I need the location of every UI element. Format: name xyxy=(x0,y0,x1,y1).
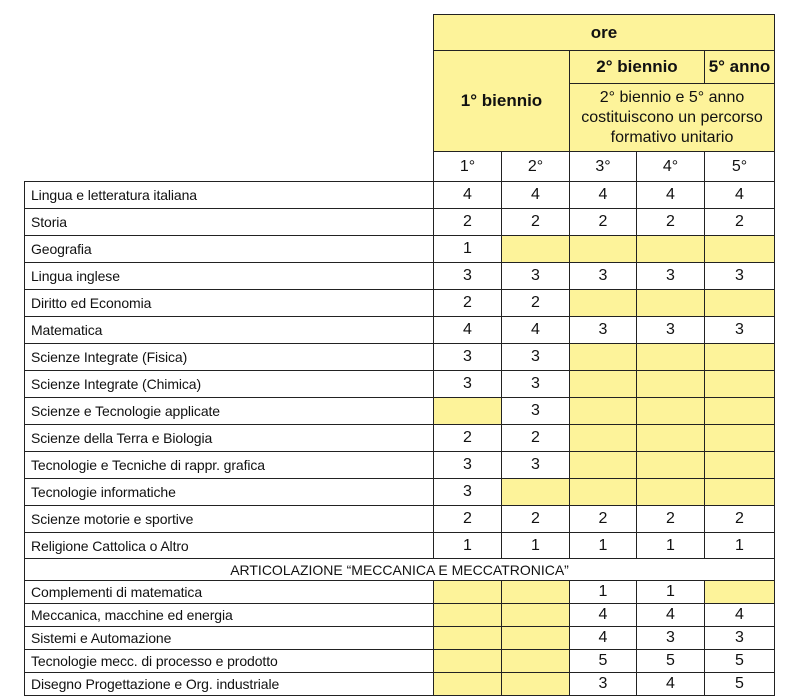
subject-name: Storia xyxy=(25,209,434,236)
hours-cell: 3 xyxy=(705,627,775,650)
subject-name: Sistemi e Automazione xyxy=(25,627,434,650)
empty-hours-cell xyxy=(637,479,705,506)
empty-hours-cell xyxy=(434,581,502,604)
hours-cell: 4 xyxy=(570,182,637,209)
empty-hours-cell xyxy=(705,236,775,263)
empty-hours-cell xyxy=(637,290,705,317)
empty-hours-cell xyxy=(637,425,705,452)
percorso-description: 2° biennio e 5° anno costituiscono un percorso formativo unitario xyxy=(570,84,775,152)
subject-name: Tecnologie mecc. di processo e prodotto xyxy=(25,650,434,673)
empty-hours-cell xyxy=(502,673,570,696)
subject-name: Disegno Progettazione e Org. industriale xyxy=(25,673,434,696)
hours-cell: 4 xyxy=(570,604,637,627)
hours-cell: 2 xyxy=(502,290,570,317)
empty-hours-cell xyxy=(502,479,570,506)
table-row xyxy=(25,479,775,506)
hours-cell: 3 xyxy=(502,371,570,398)
hours-cell: 3 xyxy=(637,627,705,650)
empty-hours-cell xyxy=(502,236,570,263)
hours-cell: 1 xyxy=(705,533,775,559)
hours-cell: 2 xyxy=(502,425,570,452)
table-row xyxy=(25,263,775,290)
table-row xyxy=(25,236,775,263)
subject-name: Complementi di matematica xyxy=(25,581,434,604)
hours-cell: 3 xyxy=(434,479,502,506)
hours-cell: 2 xyxy=(570,209,637,236)
empty-hours-cell xyxy=(637,371,705,398)
empty-hours-cell xyxy=(434,627,502,650)
table-row xyxy=(25,182,775,209)
hours-cell: 4 xyxy=(705,604,775,627)
empty-hours-cell xyxy=(637,236,705,263)
subject-name: Lingua inglese xyxy=(25,263,434,290)
subject-name: Tecnologie informatiche xyxy=(25,479,434,506)
hours-cell: 3 xyxy=(637,263,705,290)
hours-cell: 1 xyxy=(637,581,705,604)
empty-hours-cell xyxy=(570,344,637,371)
table-row xyxy=(25,533,775,559)
hours-cell: 3 xyxy=(434,452,502,479)
hours-cell: 1 xyxy=(570,533,637,559)
hours-cell: 5 xyxy=(705,673,775,696)
empty-hours-cell xyxy=(502,627,570,650)
table-row xyxy=(25,627,775,650)
hours-cell: 5 xyxy=(637,650,705,673)
hours-cell: 2 xyxy=(637,209,705,236)
section-title: ARTICOLAZIONE “MECCANICA E MECCATRONICA” xyxy=(25,559,775,581)
empty-hours-cell xyxy=(434,650,502,673)
hours-cell: 4 xyxy=(502,182,570,209)
subject-name: Tecnologie e Tecniche di rappr. grafica xyxy=(25,452,434,479)
empty-hours-cell xyxy=(637,452,705,479)
hours-cell: 3 xyxy=(705,263,775,290)
hours-cell: 1 xyxy=(637,533,705,559)
hours-cell: 3 xyxy=(434,371,502,398)
empty-hours-cell xyxy=(570,479,637,506)
table-row xyxy=(25,673,775,696)
table-row xyxy=(25,290,775,317)
table-row xyxy=(25,425,775,452)
empty-hours-cell xyxy=(570,236,637,263)
hours-cell: 4 xyxy=(502,317,570,344)
empty-hours-cell xyxy=(570,425,637,452)
empty-hours-cell xyxy=(637,344,705,371)
hours-cell: 3 xyxy=(570,673,637,696)
empty-hours-cell xyxy=(570,371,637,398)
hours-cell: 4 xyxy=(434,182,502,209)
empty-hours-cell xyxy=(434,673,502,696)
subject-name: Matematica xyxy=(25,317,434,344)
hours-cell: 2 xyxy=(637,506,705,533)
subject-name: Religione Cattolica o Altro xyxy=(25,533,434,559)
hours-cell: 2 xyxy=(502,209,570,236)
hours-cell: 3 xyxy=(637,317,705,344)
hours-cell: 2 xyxy=(434,290,502,317)
hours-cell: 4 xyxy=(637,604,705,627)
hours-cell: 1 xyxy=(434,533,502,559)
empty-hours-cell xyxy=(705,425,775,452)
hours-cell: 5 xyxy=(705,650,775,673)
empty-hours-cell xyxy=(502,581,570,604)
subject-name: Scienze e Tecnologie applicate xyxy=(25,398,434,425)
empty-hours-cell xyxy=(705,398,775,425)
empty-hours-cell xyxy=(570,290,637,317)
quinto-anno-header: 5° anno xyxy=(705,51,775,84)
hours-cell: 4 xyxy=(705,182,775,209)
subject-name: Scienze Integrate (Fisica) xyxy=(25,344,434,371)
empty-hours-cell xyxy=(705,479,775,506)
table-row xyxy=(25,650,775,673)
empty-hours-cell xyxy=(705,452,775,479)
hours-cell: 1 xyxy=(434,236,502,263)
primo-biennio-header: 1° biennio xyxy=(434,51,570,152)
hours-cell: 3 xyxy=(434,263,502,290)
hours-cell: 2 xyxy=(570,506,637,533)
hours-cell: 4 xyxy=(637,673,705,696)
hours-cell: 3 xyxy=(502,398,570,425)
subject-name: Meccanica, macchine ed energia xyxy=(25,604,434,627)
subject-name: Geografia xyxy=(25,236,434,263)
table-row xyxy=(25,317,775,344)
empty-hours-cell xyxy=(705,581,775,604)
table-row xyxy=(25,209,775,236)
table-row xyxy=(25,506,775,533)
hours-cell: 2 xyxy=(434,209,502,236)
hours-cell: 4 xyxy=(570,627,637,650)
year-2-header: 2° xyxy=(502,152,570,182)
empty-hours-cell xyxy=(502,650,570,673)
empty-hours-cell xyxy=(570,452,637,479)
year-1-header: 1° xyxy=(434,152,502,182)
hours-cell: 2 xyxy=(434,506,502,533)
hours-cell: 3 xyxy=(570,317,637,344)
hours-cell: 3 xyxy=(434,344,502,371)
table-row xyxy=(25,581,775,604)
hours-cell: 3 xyxy=(502,452,570,479)
header-blank xyxy=(25,15,434,182)
year-4-header: 4° xyxy=(637,152,705,182)
secondo-biennio-header: 2° biennio xyxy=(570,51,705,84)
section-row xyxy=(25,559,775,581)
hours-cell: 2 xyxy=(502,506,570,533)
empty-hours-cell xyxy=(570,398,637,425)
year-3-header: 3° xyxy=(570,152,637,182)
empty-hours-cell xyxy=(705,344,775,371)
hours-cell: 2 xyxy=(434,425,502,452)
hours-cell: 3 xyxy=(502,344,570,371)
table-row xyxy=(25,344,775,371)
hours-cell: 1 xyxy=(502,533,570,559)
curriculum-table xyxy=(24,14,775,696)
ore-header: ore xyxy=(434,15,775,51)
table-row xyxy=(25,452,775,479)
subject-name: Scienze della Terra e Biologia xyxy=(25,425,434,452)
table-row xyxy=(25,371,775,398)
hours-cell: 5 xyxy=(570,650,637,673)
empty-hours-cell xyxy=(434,604,502,627)
hours-cell: 3 xyxy=(502,263,570,290)
hours-cell: 2 xyxy=(705,209,775,236)
empty-hours-cell xyxy=(434,398,502,425)
hours-cell: 4 xyxy=(637,182,705,209)
subject-name: Diritto ed Economia xyxy=(25,290,434,317)
subject-name: Scienze Integrate (Chimica) xyxy=(25,371,434,398)
empty-hours-cell xyxy=(637,398,705,425)
hours-cell: 2 xyxy=(705,506,775,533)
empty-hours-cell xyxy=(705,290,775,317)
hours-cell: 3 xyxy=(570,263,637,290)
year-5-header: 5° xyxy=(705,152,775,182)
subject-name: Scienze motorie e sportive xyxy=(25,506,434,533)
empty-hours-cell xyxy=(502,604,570,627)
hours-cell: 3 xyxy=(705,317,775,344)
hours-cell: 1 xyxy=(570,581,637,604)
table-row xyxy=(25,604,775,627)
subject-name: Lingua e letteratura italiana xyxy=(25,182,434,209)
empty-hours-cell xyxy=(705,371,775,398)
hours-cell: 4 xyxy=(434,317,502,344)
table-row xyxy=(25,398,775,425)
